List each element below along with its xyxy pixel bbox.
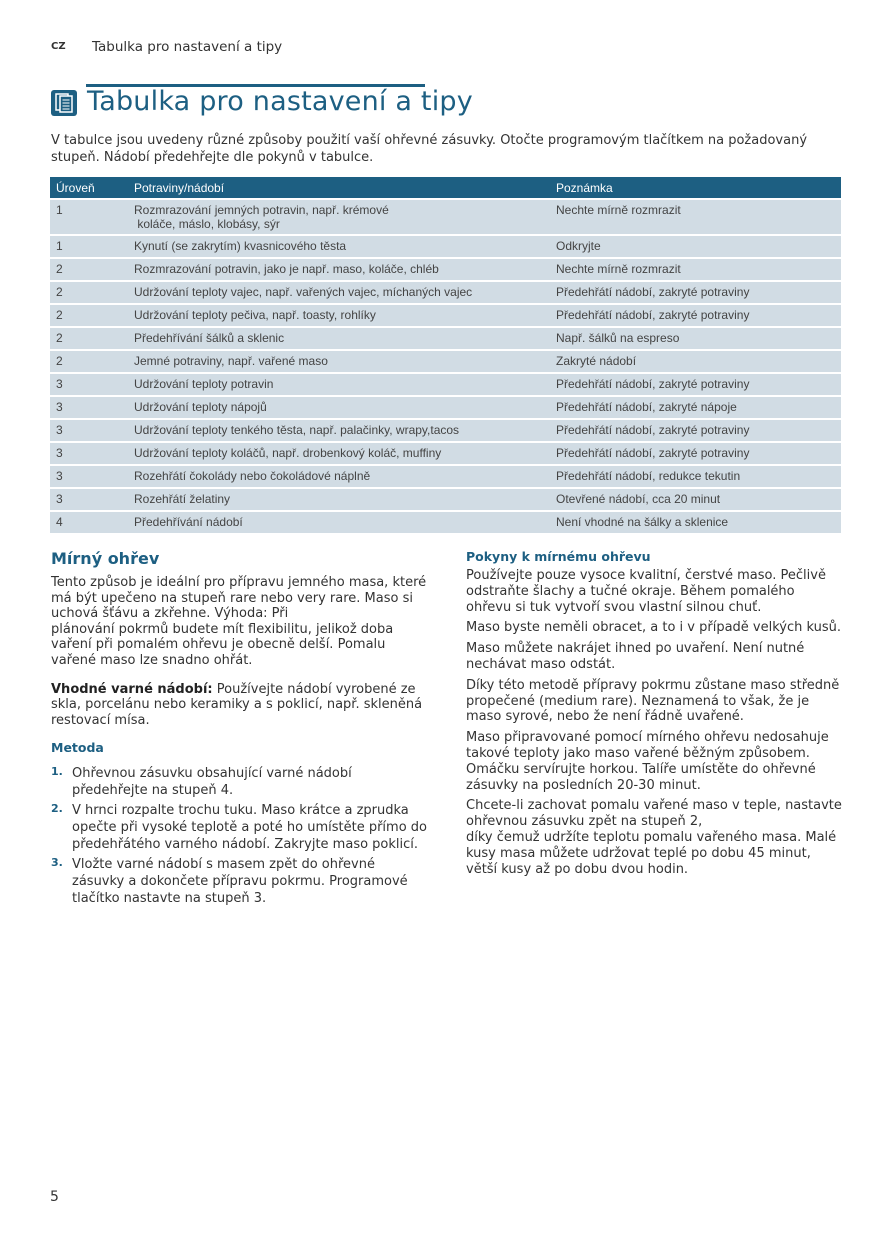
cell-level: 3	[50, 396, 128, 419]
cell-food: Kynutí (se zakrytím) kvasnicového těsta	[128, 235, 550, 258]
paragraph-line: Používejte pouze vysoce kvalitní, čerstvé maso. Pečlivě	[466, 568, 826, 583]
cell-food: Rozmrazování potravin, jako je např. maso, koláče, chléb	[128, 258, 550, 281]
tip-paragraph	[466, 678, 842, 725]
table-row	[50, 327, 841, 350]
step-line: zásuvky a dokončete přípravu pokrmu. Programové	[72, 874, 408, 890]
paragraph-line: odstraňte šlachy a tučné okraje. Během pomalého	[466, 583, 795, 599]
paragraph-line: má být upečeno na stupeň rare nebo very rare. Maso si	[51, 590, 413, 606]
paragraph-line: Díky této metodě přípravy pokrmu zůstane maso středně	[466, 677, 840, 693]
table-row	[50, 511, 841, 533]
cell-level: 3	[50, 373, 128, 396]
intro-text	[51, 132, 807, 166]
cell-level: 2	[50, 304, 128, 327]
paragraph-line: větší kusy až po dobu dvou hodin.	[466, 861, 689, 877]
paragraph-line: Maso byste neměli obracet, a to i v případě velkých kusů.	[466, 620, 842, 636]
intro-line: V tabulce jsou uvedeny různé způsoby použití vaší ohřevné zásuvky. Otočte programovým tlačítkem na požadovaný	[51, 133, 808, 148]
cell-note: Odkryjte	[550, 235, 841, 258]
cell-food: Jemné potraviny, např. vařené maso	[128, 350, 550, 373]
settings-table	[50, 177, 841, 533]
cell-note: Nechte mírně rozmrazit	[550, 199, 841, 235]
step-number: 1.	[51, 765, 63, 779]
cell-note: Předehřátí nádobí, zakryté potraviny	[550, 419, 841, 442]
cell-level: 4	[50, 511, 128, 533]
cookware-label: Vhodné varné nádobí:	[51, 681, 213, 697]
cell-note: Nechte mírně rozmrazit	[550, 258, 841, 281]
cell-food: Předehřívání šálků a sklenic	[128, 327, 550, 350]
cell-level: 1	[50, 199, 128, 235]
cell-note: Předehřátí nádobí, zakryté nápoje	[550, 396, 841, 419]
cell-level: 2	[50, 327, 128, 350]
tip-paragraph	[466, 730, 842, 793]
method-step	[51, 856, 427, 907]
right-column	[466, 549, 842, 882]
step-line: Vložte varné nádobí s masem zpět do ohřevné	[72, 857, 375, 873]
intro-paragraph	[51, 575, 427, 669]
cell-note: Otevřené nádobí, cca 20 minut	[550, 488, 841, 511]
table-row	[50, 488, 841, 511]
paragraph-line: vařené maso lze snadno ohřát.	[51, 652, 253, 668]
cell-level: 1	[50, 235, 128, 258]
cookware-line: Používejte nádobí vyrobené ze	[212, 681, 416, 697]
cell-food: Udržování teploty potravin	[128, 373, 550, 396]
cell-note: Předehřátí nádobí, zakryté potraviny	[550, 442, 841, 465]
step-line: V hrnci rozpalte trochu tuku. Maso krátce a zprudka	[72, 803, 409, 819]
cell-food: Udržování teploty tenkého těsta, např. palačinky, wrapy,tacos	[128, 419, 550, 442]
cell-food: Rozehřátí želatiny	[128, 488, 550, 511]
left-column	[51, 549, 427, 910]
cell-note: Předehřátí nádobí, zakryté potraviny	[550, 373, 841, 396]
table-row	[50, 258, 841, 281]
table-row	[50, 465, 841, 488]
cell-note: Např. šálků na espreso	[550, 327, 841, 350]
running-title: Tabulka pro nastavení a tipy	[92, 39, 283, 55]
paragraph-line: uchová šťávu a zkřehne. Výhoda: Při	[51, 606, 289, 622]
paragraph-line: propečené (medium rare). Neznamená to však, že je	[466, 693, 810, 709]
header-level: Úroveň	[50, 177, 128, 199]
cell-level: 3	[50, 465, 128, 488]
cookware-paragraph	[51, 682, 427, 729]
paragraph-line: Maso připravované pomocí mírného ohřevu nedosahuje	[466, 730, 829, 746]
tip-paragraph	[466, 641, 842, 673]
page-title: Tabulka pro nastavení a tipy	[87, 86, 473, 117]
cell-note: Není vhodné na šálky a sklenice	[550, 511, 841, 533]
tips-heading: Pokyny k mírnému ohřevu	[466, 549, 651, 564]
paragraph-line: Chcete-li zachovat pomalu vařené maso v teple, nastavte	[466, 798, 842, 814]
cell-food: Předehřívání nádobí	[128, 511, 550, 533]
method-steps	[51, 765, 427, 907]
paragraph-line: ohřevu si tuk vytvoří svou vlastní silnou chuť.	[466, 599, 762, 615]
cell-food: Udržování teploty koláčů, např. drobenkový koláč, muffiny	[128, 442, 550, 465]
cell-food: Rozehřátí čokolády nebo čokoládové náplně	[128, 465, 550, 488]
cell-food: Rozmrazování jemných potravin, např. krémové koláče, máslo, klobásy, sýr	[128, 199, 550, 235]
cell-level: 2	[50, 258, 128, 281]
table-row	[50, 199, 841, 235]
paragraph-line: Tento způsob je ideální pro přípravu jemného masa, které	[51, 575, 427, 590]
cell-note: Předehřátí nádobí, zakryté potraviny	[550, 304, 841, 327]
cell-level: 2	[50, 350, 128, 373]
step-line: předehřejte na stupeň 4.	[72, 783, 234, 799]
table-row	[50, 373, 841, 396]
header-food: Potraviny/nádobí	[128, 177, 550, 199]
cell-food: Udržování teploty vajec, např. vařených vajec, míchaných vajec	[128, 281, 550, 304]
table-row	[50, 419, 841, 442]
paragraph-line: maso syrové, nebo že není řádně uvařené.	[466, 709, 744, 725]
tip-paragraph	[466, 620, 842, 636]
header-note: Poznámka	[550, 177, 841, 199]
step-line: tlačítko nastavte na stupeň 3.	[72, 891, 267, 907]
cell-note: Předehřátí nádobí, redukce tekutin	[550, 465, 841, 488]
intro-line: stupeň. Nádobí předehřejte dle pokynů v tabulce.	[51, 150, 374, 165]
paragraph-line: vaření při pomalém ohřevu je obecně delší. Pomalu	[51, 637, 386, 653]
page-number: 5	[50, 1189, 59, 1205]
cell-level: 3	[50, 442, 128, 465]
step-line: opečte při vysoké teplotě a poté ho umístěte přímo do	[72, 820, 427, 836]
section-heading: Mírný ohřev	[51, 549, 160, 568]
cell-level: 3	[50, 419, 128, 442]
table-row	[50, 396, 841, 419]
step-line: předehřátého varného nádobí. Zakryjte maso poklicí.	[72, 837, 419, 853]
cookware-line: skla, porcelánu nebo keramiky a s poklicí, např. skleněná	[51, 697, 423, 713]
paragraph-line: Omáčku servírujte horkou. Talíře umístěte do ohřevné	[466, 761, 816, 777]
table-row	[50, 304, 841, 327]
step-number: 2.	[51, 802, 63, 816]
cell-note: Zakryté nádobí	[550, 350, 841, 373]
step-number: 3.	[51, 856, 63, 870]
tip-paragraph	[466, 798, 842, 877]
language-code: CZ	[51, 41, 66, 52]
paragraph-line: ohřevnou zásuvku zpět na stupeň 2,	[466, 814, 703, 830]
table-row	[50, 442, 841, 465]
cell-level: 3	[50, 488, 128, 511]
table-row	[50, 281, 841, 304]
cell-note: Předehřátí nádobí, zakryté potraviny	[550, 281, 841, 304]
table-row	[50, 235, 841, 258]
cookware-line: restovací mísa.	[51, 712, 150, 728]
cell-food: Udržování teploty nápojů	[128, 396, 550, 419]
step-line: Ohřevnou zásuvku obsahující varné nádobí	[72, 766, 352, 782]
method-heading: Metoda	[51, 740, 104, 756]
cell-level: 2	[50, 281, 128, 304]
paragraph-line: díky čemuž udržíte teplotu pomalu vařeného masa. Malé	[466, 829, 837, 845]
paragraph-line: Maso můžete nakrájet ihned po uvaření. Není nutné	[466, 641, 805, 657]
document-icon	[51, 90, 77, 116]
cell-food: Udržování teploty pečiva, např. toasty, rohlíky	[128, 304, 550, 327]
table-row	[50, 350, 841, 373]
method-step	[51, 765, 427, 799]
method-step	[51, 802, 427, 853]
paragraph-line: zásuvky na posledních 20-30 minut.	[466, 777, 701, 793]
paragraph-line: plánování pokrmů budete mít flexibilitu, jelikož doba	[51, 621, 394, 637]
paragraph-line: takové teploty jako maso vařené běžným způsobem.	[466, 745, 810, 761]
tip-paragraph	[466, 568, 842, 615]
paragraph-line: nechávat maso odstát.	[466, 656, 616, 672]
paragraph-line: kusy masa můžete udržovat teplé po dobu 45 minut,	[466, 845, 811, 861]
